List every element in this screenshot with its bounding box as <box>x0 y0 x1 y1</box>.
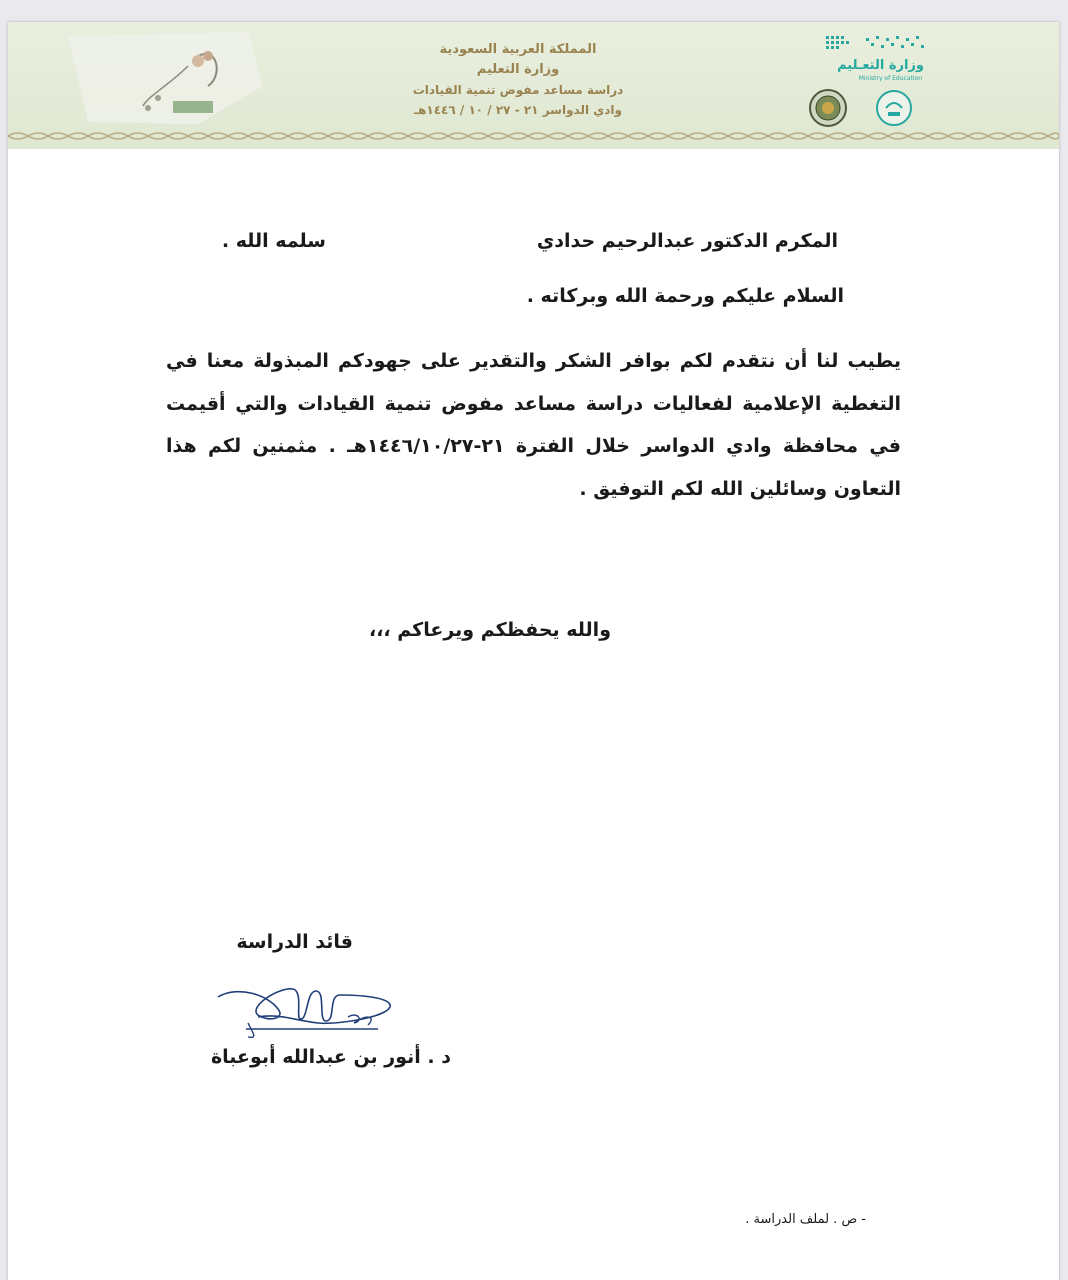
carbon-copy-note: - ص . لملف الدراسة . <box>745 1212 866 1227</box>
letterhead-line-kingdom: المملكة العربية السعودية <box>439 42 597 57</box>
vision-seal-icon <box>874 88 914 128</box>
letterhead-line-place-date: وادي الدواسر ٢١ - ٢٧ / ١٠ / ١٤٤٦هـ <box>413 103 622 117</box>
decorative-ornament-icon <box>48 26 278 128</box>
signer-name: د . أنور بن عبدالله أبوعباة <box>210 1046 451 1068</box>
recipient-line: المكرم الدكتور عبدالرحيم حدادي <box>536 230 838 252</box>
closing-line: والله يحفظكم ويرعاكم ،،، <box>368 619 612 641</box>
signer-role: قائد الدراسة <box>236 931 353 953</box>
letter-paragraph: يطيب لنا أن نتقدم لكم بوافر الشكر والتقدير على جهودكم المبذولة معنا في التغطية الإعلامية لفعاليات دراسة مساعد مفوض تنمية القيادات والتي أقيمت في محافظة وادي الدواسر خلال الفترة ٢١-١٤٤٦/١٠/٢٧هـ . مثمنين لكم هذا التعاون وسائلين الله لكم التوفيق . <box>166 350 901 500</box>
letterhead-text <box>368 40 668 120</box>
letterhead-line-ministry: وزارة التعليم <box>476 62 560 77</box>
letter-page <box>8 22 1059 1280</box>
ministry-name-arabic: وزارة التعـليم <box>837 58 924 73</box>
greeting: السلام عليكم ورحمة الله وبركاته . <box>526 285 844 307</box>
region-seal-icon <box>808 88 848 128</box>
recipient-blessing: سلمه الله . <box>221 230 326 252</box>
ministry-name-english: Ministry of Education <box>858 75 922 82</box>
rope-border-icon <box>8 130 1059 142</box>
handwritten-signature-icon <box>208 977 398 1049</box>
letterhead-line-program: دراسة مساعد مفوض تنمية القيادات <box>412 83 624 97</box>
letterhead <box>8 22 1059 149</box>
